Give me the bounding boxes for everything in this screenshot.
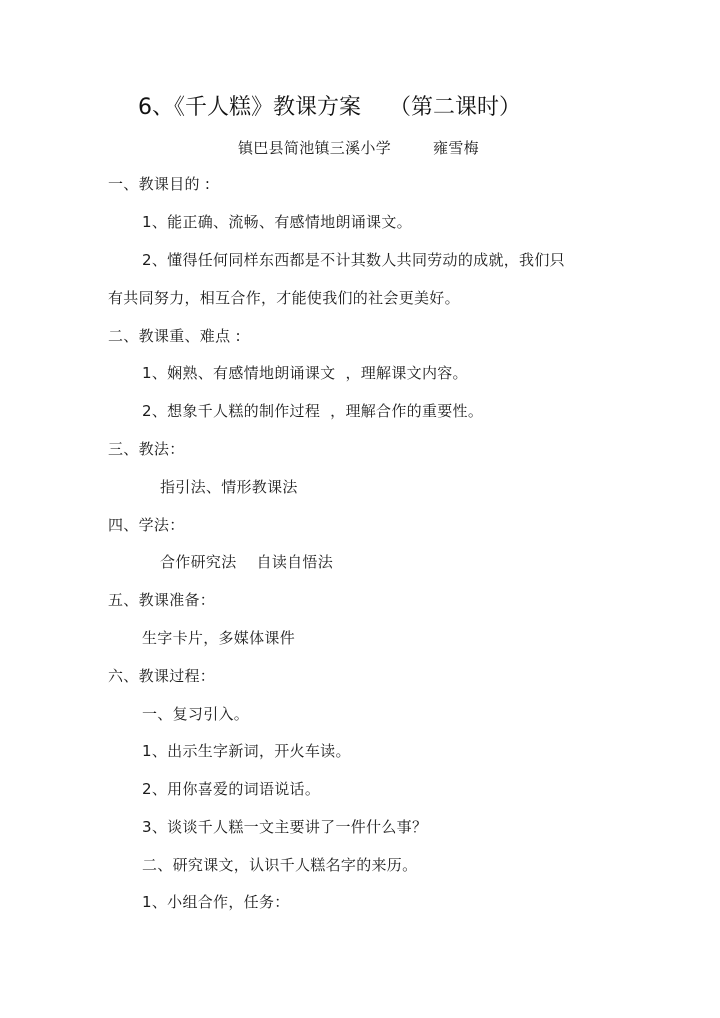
process-step-study: 二、研究课文，认识千人糕名字的来历。 xyxy=(142,856,418,874)
key-point-2-part-a: 2、想象千人糕的制作过程 xyxy=(142,402,321,420)
byline xyxy=(238,138,479,158)
preparation-text: 生字卡片，多媒体课件 xyxy=(142,629,296,647)
title-main: 6、《千人糕》教课方案 xyxy=(138,95,361,120)
key-point-item-2 xyxy=(142,401,483,421)
author-name: 雍雪梅 xyxy=(433,139,479,157)
process-item-group-work: 1、小组合作，任务： xyxy=(142,893,290,911)
learning-method-1: 合作研究法 xyxy=(160,553,237,571)
key-point-2-part-b: ，理解合作的重要性。 xyxy=(330,402,484,420)
learning-method-text xyxy=(160,552,333,572)
process-step-review: 一、复习引入。 xyxy=(142,705,250,723)
section-heading-learning-method: 四、学法： xyxy=(108,516,185,534)
teaching-method-text: 指引法、情形教课法 xyxy=(160,478,298,496)
learning-method-2: 自读自悟法 xyxy=(256,553,334,571)
title-lesson: （第二课时） xyxy=(389,95,522,120)
section-heading-preparation: 五、教课准备： xyxy=(108,591,216,609)
objective-item-2: 2、懂得任何同样东西都是不计其数人共同劳动的成就，我们只 xyxy=(142,251,565,269)
section-heading-key-points: 二、教课重、难点 : xyxy=(108,327,241,345)
key-point-1-part-b: ，理解课文内容。 xyxy=(345,364,468,382)
school-name: 镇巴县简池镇三溪小学 xyxy=(238,139,392,157)
process-item-3: 3、谈谈千人糕一文主要讲了一件什么事？ xyxy=(142,818,428,836)
process-item-2: 2、用你喜爱的词语说话。 xyxy=(142,780,321,798)
key-point-1-part-a: 1、娴熟、有感情地朗诵课文 xyxy=(142,364,336,382)
section-heading-teaching-method: 三、教法： xyxy=(108,440,185,458)
document-title xyxy=(138,93,521,123)
section-heading-process: 六、教课过程： xyxy=(108,667,216,685)
objective-item-1: 1、能正确、流畅、有感情地朗诵课文。 xyxy=(142,213,412,231)
key-point-item-1 xyxy=(142,363,468,383)
section-heading-objectives: 一、教课目的 : xyxy=(108,175,211,193)
process-item-1: 1、出示生字新词，开火车读。 xyxy=(142,742,351,760)
objective-item-2-continued: 有共同努力，相互合作，才能使我们的社会更美好。 xyxy=(108,289,460,307)
